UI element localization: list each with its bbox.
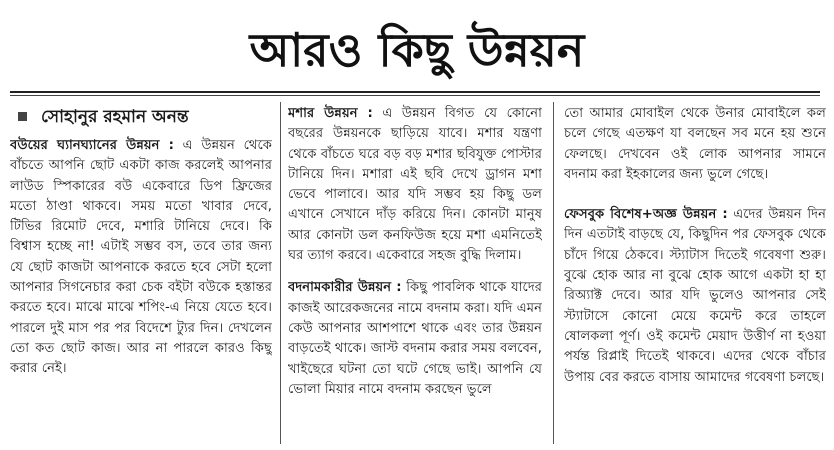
paragraph-text: এদের উন্নয়ন দিন দিন এতটাই বাড়ছে যে, কিছুদিন পর ফেসবুক থেকে চাঁদে গিয়ে ঠেকবে। স্ট্যাটাস দিতেই গবেষণা শুরু। বুঝে হোক আর না বুঝে হোক আগে একটা হা হা রিঅ্যাক্ট দেবে। আর যদি ভুলেও আপনার সেই স্ট্যাটাসে কোনো মেয়ে কমেন্ট করে তাহলে ষোলকলা পূর্ণ। ওই কমেন্ট মেয়াদ উত্তীর্ণ না হওয়া পর্যন্ত রিপ্লাই দিতেই থাকবে। এদের থেকে বাঁচার উপায় বের করতে বাসায় আমাদের গবেষণা চলছে। xyxy=(564,207,826,385)
subheading: বউয়ের ঘ্যানঘ্যানের উন্নয়ন : xyxy=(10,138,174,153)
paragraph xyxy=(10,136,272,380)
column-1 xyxy=(10,104,272,444)
author-name: সোহানুর রহমান অনন্ত xyxy=(41,107,189,127)
column-3 xyxy=(564,104,826,444)
paragraph-text: কিছু পাবলিক থাকে যাদের কাজই আরেকজনের নামে বদনাম করা। যদি এমন কেউ আপনার আশপাশে থাকে এবং তার উন্নয়ন বাড়তেই থাকে। জাস্ট বদনাম করার সময় বলবেন, খাইছেরে ঘটনা তো ঘটে গেছে ভাই। আপনি যে ভোলা মিয়ার নামে বদনাম করছেন ভুলে xyxy=(288,280,542,397)
column-2 xyxy=(288,104,542,444)
headline: আরও কিছু উন্নয়ন xyxy=(249,23,585,77)
paragraph xyxy=(288,278,542,400)
paragraph xyxy=(564,104,826,185)
headline-rule xyxy=(10,91,820,93)
subheading: বদনামকারীর উন্নয়ন : xyxy=(288,280,402,296)
square-bullet-icon xyxy=(18,112,27,121)
paragraph-text: এ উন্নয়ন থেকে বাঁচতে আপনি ছোট একটা কাজ করলেই আপনার লাউড স্পিকারের বউ একেবারে ডিপ ফ্রিজের মতো ঠাণ্ডা থাকবে। সময় মতো খাবার দেবে, টিভির রিমোট দেবে, মশারি টানিয়ে দেবে। কি বিশ্বাস হচ্ছে না! এটাই সম্ভব বস, তবে তার জন্য যে ছোট কাজটা আপনাকে করতে হবে সেটা হলো আপনার সিগনেচার করা চেক বইটা বউকে হস্তান্তর করতে হবে। মাঝে মাঝে শপিং-এ নিয়ে যেতে হবে। পারলে দুই মাস পর পর বিদেশে ট্যুর দিন। দেখলেন তো কত ছোট কাজ। আর না পারলে কারও কিছু করার নেই। xyxy=(10,138,272,377)
column-divider xyxy=(280,102,281,444)
author-byline xyxy=(10,104,272,130)
subheading: মশার উন্নয়ন : xyxy=(288,106,373,121)
headline-rule-thin xyxy=(10,95,820,96)
column-divider xyxy=(553,102,554,444)
paragraph xyxy=(288,104,542,266)
subheading: ফেসবুক বিশেষ+অজ্ঞ উন্নয়ন : xyxy=(564,207,728,223)
paragraph-text: এ উন্নয়ন বিগত যে কোনো বছরের উন্নয়নকে ছাড়িয়ে যাবে। মশার যন্ত্রণা থেকে বাঁচতে ঘরে বড় বড় মশার ছবিযুক্ত পোস্টার টানিয়ে দিন। মশারা এই ছবি দেখে ড্রাগন মশা ভেবে পালাবে। আর যদি সম্ভব হয় কিছু ডল এখানে সেখানে দাঁড় করিয়ে দিন। কোনটা মানুষ আর কোনটা ডল কনফিউজ হয়ে মশা এমনিতেই ঘর ত্যাগ করবে। একেবারে সহজ বুদ্ধি দিলাম। xyxy=(288,106,542,264)
paragraph-text: তো আমার মোবাইল থেকে উনার মোবাইলে কল চলে গেছে এতক্ষণ যা বলছেন সব মনে হয় শুনে ফেলছে। দেখবেন ওই লোক আপনার সামনে বদনাম করা ইহকালের জন্য ভুলে গেছে। xyxy=(564,106,826,182)
paragraph xyxy=(564,205,826,388)
